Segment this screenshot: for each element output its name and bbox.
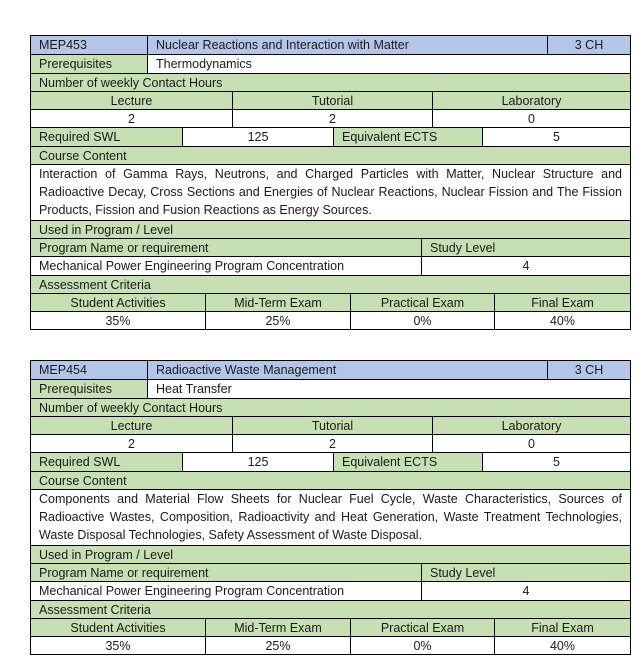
- course-table-mep454: [30, 360, 631, 655]
- assessment-label-row: [31, 600, 630, 618]
- tutorial-value: 2: [232, 435, 432, 452]
- program-label: Program Name or requirement: [31, 239, 421, 256]
- level-label: Study Level: [421, 239, 630, 256]
- swl-row: [31, 452, 630, 470]
- swl-value: 125: [182, 128, 333, 145]
- course-code: MEP454: [31, 361, 147, 379]
- swl-row: [31, 127, 630, 145]
- contact-hours-headers: [31, 91, 630, 109]
- assessment-headers-row: [31, 618, 630, 636]
- program-header-row: [31, 563, 630, 581]
- prerequisites-row: [31, 54, 630, 72]
- assessment-values-row: [31, 636, 630, 654]
- course-title: Radioactive Waste Management: [147, 361, 547, 379]
- tutorial-label: Tutorial: [232, 92, 432, 109]
- assessment-value: 35%: [31, 637, 205, 654]
- laboratory-label: Laboratory: [432, 92, 630, 109]
- content-row: [31, 489, 630, 545]
- level-label: Study Level: [421, 564, 630, 581]
- prerequisites-value: Thermodynamics: [147, 55, 630, 72]
- tutorial-value: 2: [232, 110, 432, 127]
- contact-hours-values: [31, 434, 630, 452]
- content-label-row: [31, 471, 630, 489]
- assessment-value: 40%: [494, 637, 630, 654]
- level-value: 4: [421, 582, 630, 599]
- ects-label: Equivalent ECTS: [333, 453, 482, 470]
- swl-value: 125: [182, 453, 333, 470]
- contact-hours-label: Number of weekly Contact Hours: [31, 74, 630, 91]
- swl-label: Required SWL: [31, 453, 182, 470]
- assessment-header: Practical Exam: [350, 619, 494, 636]
- program-value-row: [31, 256, 630, 274]
- assessment-header: Practical Exam: [350, 294, 494, 311]
- assessment-value: 40%: [494, 312, 630, 329]
- course-table-mep453: [30, 35, 631, 330]
- credit-hours: 3 CH: [547, 36, 630, 54]
- course-content: Components and Material Flow Sheets for Nuclear Fuel Cycle, Waste Characteristics, Sources of Radioactive Wastes, Composition, Radioactivity and Heat Generation, Waste Treatment Technologies, Waste Disposal Technologies, Safety Assessment of Waste Disposal.: [31, 490, 630, 545]
- program-value: Mechanical Power Engineering Program Concentration: [31, 582, 421, 599]
- assessment-value: 35%: [31, 312, 205, 329]
- program-header-row: [31, 238, 630, 256]
- content-label-row: [31, 146, 630, 164]
- contact-hours-row: [31, 73, 630, 91]
- lecture-value: 2: [31, 435, 232, 452]
- header-row: [31, 36, 630, 54]
- assessment-headers-row: [31, 293, 630, 311]
- contact-hours-label: Number of weekly Contact Hours: [31, 399, 630, 416]
- ects-label: Equivalent ECTS: [333, 128, 482, 145]
- assessment-header: Mid-Term Exam: [205, 619, 350, 636]
- used-in-label: Used in Program / Level: [31, 221, 630, 238]
- contact-hours-row: [31, 398, 630, 416]
- assessment-header: Final Exam: [494, 619, 630, 636]
- lecture-label: Lecture: [31, 92, 232, 109]
- program-value-row: [31, 581, 630, 599]
- used-in-row: [31, 545, 630, 563]
- assessment-label: Assessment Criteria: [31, 601, 630, 618]
- laboratory-label: Laboratory: [432, 417, 630, 434]
- contact-hours-headers: [31, 416, 630, 434]
- program-label: Program Name or requirement: [31, 564, 421, 581]
- prerequisites-row: [31, 379, 630, 397]
- used-in-label: Used in Program / Level: [31, 546, 630, 563]
- contact-hours-values: [31, 109, 630, 127]
- assessment-value: 25%: [205, 637, 350, 654]
- laboratory-value: 0: [432, 435, 630, 452]
- ects-value: 5: [482, 453, 630, 470]
- header-row: [31, 361, 630, 379]
- assessment-header: Mid-Term Exam: [205, 294, 350, 311]
- content-label: Course Content: [31, 147, 630, 164]
- course-title: Nuclear Reactions and Interaction with Matter: [147, 36, 547, 54]
- assessment-label-row: [31, 275, 630, 293]
- laboratory-value: 0: [432, 110, 630, 127]
- lecture-value: 2: [31, 110, 232, 127]
- assessment-label: Assessment Criteria: [31, 276, 630, 293]
- swl-label: Required SWL: [31, 128, 182, 145]
- prerequisites-value: Heat Transfer: [147, 380, 630, 397]
- level-value: 4: [421, 257, 630, 274]
- ects-value: 5: [482, 128, 630, 145]
- assessment-value: 0%: [350, 637, 494, 654]
- assessment-value: 25%: [205, 312, 350, 329]
- prerequisites-label: Prerequisites: [31, 55, 147, 72]
- course-code: MEP453: [31, 36, 147, 54]
- lecture-label: Lecture: [31, 417, 232, 434]
- assessment-values-row: [31, 311, 630, 329]
- assessment-header: Final Exam: [494, 294, 630, 311]
- content-label: Course Content: [31, 472, 630, 489]
- assessment-header: Student Activities: [31, 294, 205, 311]
- assessment-value: 0%: [350, 312, 494, 329]
- assessment-header: Student Activities: [31, 619, 205, 636]
- used-in-row: [31, 220, 630, 238]
- course-content: Interaction of Gamma Rays, Neutrons, and Charged Particles with Matter, Nuclear Structure and Radioactive Decay, Cross Sections and Energies of Nuclear Reactions, Nuclear Fission and The Fission Products, Fission and Fusion Reactions as Energy Sources.: [31, 165, 630, 220]
- program-value: Mechanical Power Engineering Program Concentration: [31, 257, 421, 274]
- tutorial-label: Tutorial: [232, 417, 432, 434]
- prerequisites-label: Prerequisites: [31, 380, 147, 397]
- credit-hours: 3 CH: [547, 361, 630, 379]
- content-row: [31, 164, 630, 220]
